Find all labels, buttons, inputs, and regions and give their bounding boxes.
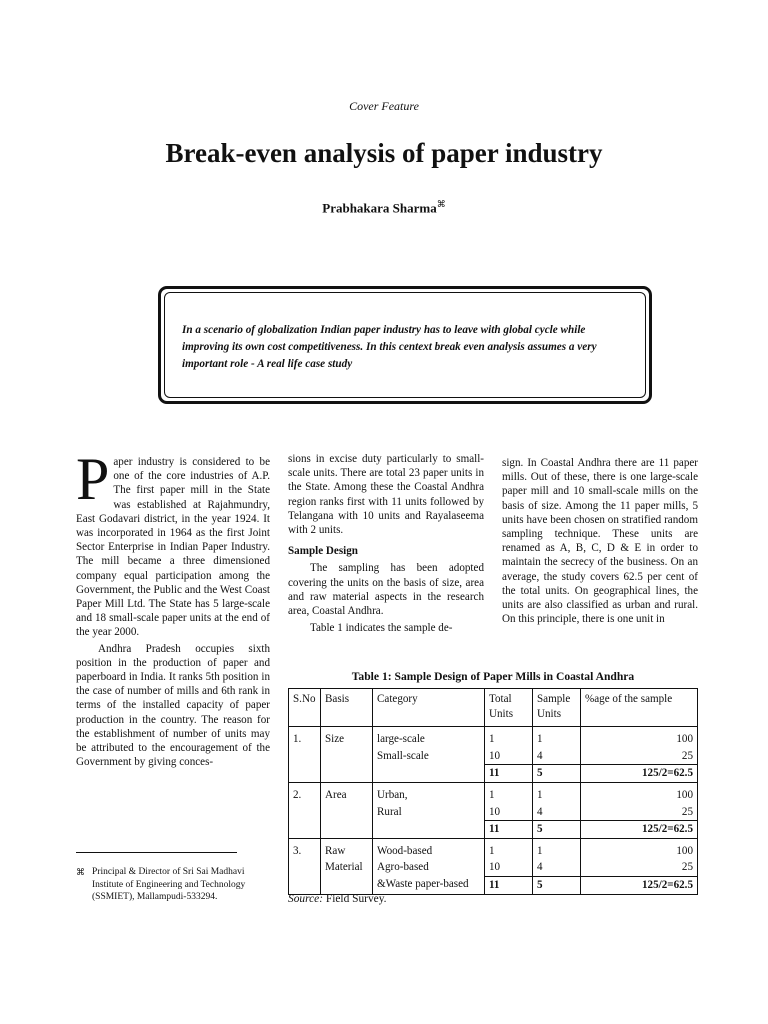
table-cell (373, 765, 485, 783)
table-row (289, 748, 698, 765)
table-header-cell: Total Units (485, 689, 533, 727)
paragraph-text: aper industry is considered to be one of the core industries of A.P. The first paper mill in the State was established at Rajahmundry, East Godavari district, in the year 1924. It was incorporated in 1964 as the first Joint Sector Enterprise in Indian Paper Industry. The mill became a three dimensioned company equal participation among the Government, the Public and the West Coast Paper Mill Ltd. The State has 5 large-scale and 18 small-scale paper units at the end of the year 2000. (76, 456, 270, 639)
table-total-row (289, 765, 698, 783)
table-cell: 1 (533, 727, 581, 748)
table-cell: 100 (581, 727, 698, 748)
table-cell: Raw (321, 838, 373, 859)
table-cell: Size (321, 727, 373, 748)
table-header-cell: Sample Units (533, 689, 581, 727)
table-cell: 1 (533, 782, 581, 803)
table-cell: Area (321, 782, 373, 803)
table-cell: 1. (289, 727, 321, 748)
table-cell: 4 (533, 748, 581, 765)
body-paragraph: Andhra Pradesh occupies sixth position in the production of paper and paperboard in India. It ranks 5th position in the case of number of mills and 6th rank in terms of the installed capacity of paper production in the country. The reason for the establishment of number of units may be attributed to the encouragement of the Government by giving conces- (76, 642, 270, 769)
body-paragraph: Table 1 indicates the sample de- (310, 622, 453, 635)
drop-cap: P (76, 446, 110, 512)
table-source (288, 893, 387, 905)
table-header-cell: S.No (289, 689, 321, 727)
source-text: Field Survey. (323, 893, 387, 905)
table-row (289, 859, 698, 876)
table-header-row (289, 689, 698, 727)
table-header-cell: Category (373, 689, 485, 727)
table-row (289, 727, 698, 748)
abstract-box (158, 286, 652, 404)
author-name: Prabhakara Sharma (322, 200, 437, 216)
table-cell (289, 804, 321, 821)
body-paragraph (76, 446, 270, 640)
table-cell: 2. (289, 782, 321, 803)
footnote (76, 866, 276, 904)
table-cell (289, 876, 321, 894)
table-header-cell: %age of the sample (581, 689, 698, 727)
table-cell (321, 748, 373, 765)
footnote-divider (76, 852, 237, 853)
table-cell: 5 (533, 765, 581, 783)
table-cell: 10 (485, 804, 533, 821)
table-cell: 4 (533, 804, 581, 821)
table-cell: 125/2=62.5 (581, 876, 698, 894)
table-cell (289, 859, 321, 876)
table-row (289, 782, 698, 803)
table-cell: 1 (485, 838, 533, 859)
table-cell: 100 (581, 838, 698, 859)
sample-design-table (288, 688, 698, 895)
table-cell: Urban, (373, 782, 485, 803)
article-title: Break-even analysis of paper industry (165, 138, 603, 168)
table-cell: 125/2=62.5 (581, 821, 698, 839)
footnote-mark: ⌘ (76, 867, 85, 877)
table-cell (321, 821, 373, 839)
table-cell: 10 (485, 748, 533, 765)
table-cell: 125/2=62.5 (581, 765, 698, 783)
table-cell: 3. (289, 838, 321, 859)
body-paragraph: sions in excise duty particularly to small-scale units. There are total 23 paper units in the State. Among these the Coastal Andhra region ranks first with 11 units followed by Telangana with 10 units and Rayalaseema with 2 units. (288, 453, 484, 537)
table-row (289, 804, 698, 821)
table-cell: &Waste paper-based (373, 876, 485, 894)
table-cell: 10 (485, 859, 533, 876)
footnote-text: Principal & Director of Sri Sai Madhavi Institute of Engineering and Technology (SSMIET), Mallampudi-533294. (92, 867, 246, 902)
table-cell: 1 (533, 838, 581, 859)
body-column-2 (288, 452, 484, 635)
table-cell: Rural (373, 804, 485, 821)
table-cell: 25 (581, 748, 698, 765)
table-cell: 1 (485, 727, 533, 748)
table-row (289, 838, 698, 859)
author-line (0, 199, 768, 216)
table-header-cell: Basis (321, 689, 373, 727)
table-cell: Agro-based (373, 859, 485, 876)
table-total-row (289, 821, 698, 839)
table-cell: 25 (581, 859, 698, 876)
table-cell (373, 821, 485, 839)
table-cell (289, 765, 321, 783)
table-cell: Wood-based (373, 838, 485, 859)
table-cell: 4 (533, 859, 581, 876)
table-cell (321, 765, 373, 783)
table-cell: Small-scale (373, 748, 485, 765)
table-cell (289, 748, 321, 765)
table-cell: 11 (485, 876, 533, 894)
table-cell: 11 (485, 765, 533, 783)
table-cell: 5 (533, 821, 581, 839)
table-caption: Table 1: Sample Design of Paper Mills in Coastal Andhra (351, 670, 635, 683)
abstract-inner-frame (164, 292, 646, 398)
abstract-text: In a scenario of globalization Indian paper industry has to leave with global cycle while improving its own cost competitiveness. In this centext break even analysis assumes a very important role - A real life case study (182, 324, 597, 370)
author-footnote-mark: ⌘ (436, 199, 446, 209)
section-heading: Sample Design (288, 545, 358, 558)
table-cell (289, 821, 321, 839)
table-cell: 25 (581, 804, 698, 821)
table-cell (321, 876, 373, 894)
body-column-1 (76, 446, 270, 769)
body-paragraph: The sampling has been adopted covering the units on the basis of size, area and raw material aspects in the research area, Coastal Andhra. (288, 562, 484, 618)
source-label: Source: (288, 893, 324, 905)
table-cell: Material (321, 859, 373, 876)
section-kicker: Cover Feature (349, 99, 419, 113)
table-cell (321, 804, 373, 821)
table-total-row (289, 876, 698, 894)
body-column-3 (502, 456, 698, 626)
table-cell: 11 (485, 821, 533, 839)
table-cell: 100 (581, 782, 698, 803)
table-cell: 1 (485, 782, 533, 803)
table-cell: 5 (533, 876, 581, 894)
body-paragraph: sign. In Coastal Andhra there are 11 paper mills. Out of these, there is one large-scale paper mill and 10 small-scale mills on the basis of size. Among the 11 paper mills, 5 units have been chosen on stratified random sampling technique. These units are renamed as A, B, C, D & E in order to maintain the secrecy of the business. On an average, the study covers 62.5 per cent of the total units. On geographical lines, the units are also classified as urban and rural. On this principle, there is one unit in (502, 457, 698, 626)
table-cell: large-scale (373, 727, 485, 748)
